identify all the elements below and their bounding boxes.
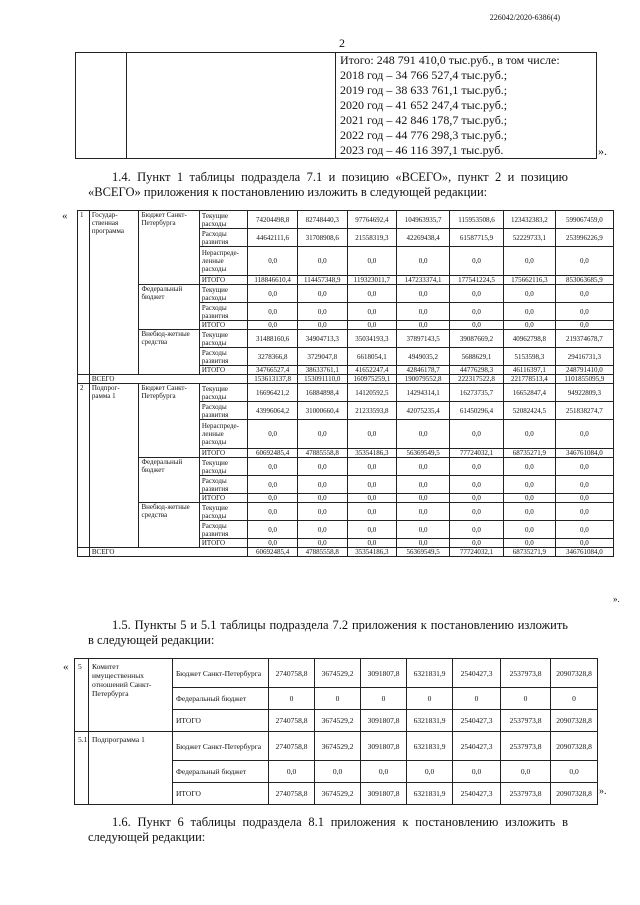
value-cell: 16696421,2 <box>248 384 298 402</box>
row-number: 1 <box>78 211 90 375</box>
value-cell: 2540427,3 <box>453 783 501 805</box>
expense-type: ИТОГО <box>199 449 248 458</box>
value-cell: 0,0 <box>248 521 298 539</box>
value-cell: 0,0 <box>397 303 450 321</box>
value-cell: 0,0 <box>555 321 613 330</box>
value-cell: 4949035,2 <box>397 348 450 366</box>
value-cell: 38633761,1 <box>297 366 347 375</box>
total-value: 1101855095,9 <box>555 375 613 384</box>
close-quote-table2: ». <box>599 786 607 797</box>
value-cell: 114457348,9 <box>297 276 347 285</box>
close-quote: ». <box>598 144 607 158</box>
value-cell: 0,0 <box>297 521 347 539</box>
value-cell: 20907328,8 <box>551 659 598 688</box>
value-cell: 0,0 <box>361 761 407 783</box>
value-cell: 0,0 <box>503 458 555 476</box>
total-value: 60692485,4 <box>248 548 298 557</box>
table-row <box>78 384 614 402</box>
value-cell: 14294314,1 <box>397 384 450 402</box>
value-cell: 0,0 <box>297 476 347 494</box>
value-cell: 77724032,1 <box>450 449 504 458</box>
value-cell: 0,0 <box>397 521 450 539</box>
value-cell: 0,0 <box>397 420 450 449</box>
top-box-line: 2019 год – 38 633 761,1 тыс.руб.; <box>340 83 508 97</box>
value-cell: 5688629,1 <box>450 348 504 366</box>
close-quote-table1: ». <box>613 594 620 604</box>
funding-source: ИТОГО <box>173 783 269 805</box>
total-row <box>78 548 614 557</box>
value-cell: 20907328,8 <box>551 732 598 761</box>
value-cell: 0,0 <box>315 761 361 783</box>
value-cell: 61587715,9 <box>450 229 504 247</box>
value-cell: 0,0 <box>248 539 298 548</box>
value-cell: 0,0 <box>450 247 504 276</box>
expense-type: Текущие расходы <box>199 384 248 402</box>
value-cell: 2537973,8 <box>501 732 551 761</box>
expense-type: Расходы развития <box>199 303 248 321</box>
value-cell: 0,0 <box>450 303 504 321</box>
value-cell: 0,0 <box>555 285 613 303</box>
value-cell: 40962798,8 <box>503 330 555 348</box>
value-cell: 3729047,8 <box>297 348 347 366</box>
value-cell: 0,0 <box>555 476 613 494</box>
expense-type: Расходы развития <box>199 521 248 539</box>
value-cell: 6321831,9 <box>407 732 453 761</box>
value-cell: 42269438,4 <box>397 229 450 247</box>
value-cell: 0,0 <box>297 285 347 303</box>
expense-type: Расходы развития <box>199 476 248 494</box>
value-cell: 2540427,3 <box>453 710 501 732</box>
value-cell: 0 <box>361 688 407 710</box>
value-cell: 0,0 <box>248 285 298 303</box>
value-cell: 31488160,6 <box>248 330 298 348</box>
funding-source: Федеральный бюджет <box>173 761 269 783</box>
value-cell: 52082424,5 <box>503 402 555 420</box>
value-cell: 16652847,4 <box>503 384 555 402</box>
value-cell: 2740758,8 <box>269 732 315 761</box>
value-cell: 147233374,1 <box>397 276 450 285</box>
value-cell: 47885558,8 <box>297 449 347 458</box>
total-value: 153091110,0 <box>297 375 347 384</box>
value-cell: 0,0 <box>397 247 450 276</box>
value-cell: 0,0 <box>297 539 347 548</box>
total-value: 35354186,3 <box>347 548 397 557</box>
value-cell: 16884898,4 <box>297 384 347 402</box>
value-cell: 0,0 <box>450 521 504 539</box>
value-cell: 0,0 <box>555 521 613 539</box>
value-cell: 175662116,3 <box>503 276 555 285</box>
value-cell: 0,0 <box>450 539 504 548</box>
funding-source: Федеральный бюджет <box>173 688 269 710</box>
top-box-line: 2020 год – 41 652 247,4 тыс.руб.; <box>340 98 508 112</box>
value-cell: 3278366,8 <box>248 348 298 366</box>
value-cell: 0,0 <box>347 285 397 303</box>
value-cell: 3674529,2 <box>315 659 361 688</box>
value-cell: 0,0 <box>397 285 450 303</box>
value-cell: 39087669,2 <box>450 330 504 348</box>
value-cell: 16273735,7 <box>450 384 504 402</box>
value-cell: 0,0 <box>503 321 555 330</box>
expense-type: ИТОГО <box>199 494 248 503</box>
total-value: 346761084,0 <box>555 548 613 557</box>
value-cell: 0,0 <box>248 458 298 476</box>
value-cell: 119323011,7 <box>347 276 397 285</box>
expense-type: Расходы развития <box>199 229 248 247</box>
value-cell: 251838274,7 <box>555 402 613 420</box>
value-cell: 42846178,7 <box>397 366 450 375</box>
value-cell: 0,0 <box>397 476 450 494</box>
value-cell: 0,0 <box>248 321 298 330</box>
value-cell: 0,0 <box>503 247 555 276</box>
total-value: 160975259,1 <box>347 375 397 384</box>
total-empty <box>78 548 90 557</box>
value-cell: 6618054,1 <box>347 348 397 366</box>
funding-source: Бюджет Санкт-Петербурга <box>139 211 199 285</box>
funding-source: Федеральный бюджет <box>139 458 199 503</box>
value-cell: 3674529,2 <box>315 783 361 805</box>
value-cell: 104963935,7 <box>397 211 450 229</box>
value-cell: 0,0 <box>501 761 551 783</box>
open-quote-2: « <box>63 661 69 673</box>
value-cell: 346761084,0 <box>555 449 613 458</box>
value-cell: 219374678,7 <box>555 330 613 348</box>
value-cell: 0,0 <box>347 458 397 476</box>
value-cell: 0,0 <box>450 285 504 303</box>
row-number: 2 <box>78 384 90 548</box>
expense-type: ИТОГО <box>199 366 248 375</box>
value-cell: 0,0 <box>450 503 504 521</box>
value-cell: 0,0 <box>297 321 347 330</box>
value-cell: 6321831,9 <box>407 710 453 732</box>
value-cell: 0,0 <box>397 494 450 503</box>
value-cell: 0,0 <box>555 503 613 521</box>
value-cell: 0,0 <box>503 503 555 521</box>
value-cell: 0,0 <box>503 303 555 321</box>
paragraph-1-5: 1.5. Пункты 5 и 5.1 таблицы подраздела 7.2 приложения к постановлению изложить в следующей редакции: <box>88 618 568 647</box>
value-cell: 0,0 <box>297 303 347 321</box>
value-cell: 2740758,8 <box>269 783 315 805</box>
value-cell: 41652247,4 <box>347 366 397 375</box>
value-cell: 3091807,8 <box>361 710 407 732</box>
value-cell: 3091807,8 <box>361 783 407 805</box>
value-cell: 3674529,2 <box>315 732 361 761</box>
funding-source: Внебюд-жетные средства <box>139 503 199 548</box>
value-cell: 14120592,5 <box>347 384 397 402</box>
value-cell: 0,0 <box>347 476 397 494</box>
total-value: 222317522,8 <box>450 375 504 384</box>
value-cell: 74204498,8 <box>248 211 298 229</box>
table-7-2 <box>74 658 598 805</box>
value-cell: 248791410,0 <box>555 366 613 375</box>
value-cell: 2740758,8 <box>269 710 315 732</box>
value-cell: 2537973,8 <box>501 659 551 688</box>
value-cell: 0,0 <box>503 494 555 503</box>
value-cell: 0 <box>501 688 551 710</box>
open-quote: « <box>62 210 68 222</box>
value-cell: 37897143,5 <box>397 330 450 348</box>
expense-type: Расходы развития <box>199 348 248 366</box>
value-cell: 34766527,4 <box>248 366 298 375</box>
value-cell: 44776298,3 <box>450 366 504 375</box>
value-cell: 0,0 <box>347 303 397 321</box>
expense-type: Текущие расходы <box>199 285 248 303</box>
program-name: Подпрограмма 1 <box>89 732 173 805</box>
value-cell: 118846610,4 <box>248 276 298 285</box>
total-label: ВСЕГО <box>89 375 248 384</box>
total-empty <box>78 375 90 384</box>
value-cell: 0,0 <box>555 247 613 276</box>
value-cell: 2540427,3 <box>453 659 501 688</box>
top-box-line: Итого: 248 791 410,0 тыс.руб., в том числе: <box>340 53 560 67</box>
value-cell: 82748440,3 <box>297 211 347 229</box>
value-cell: 0,0 <box>297 494 347 503</box>
value-cell: 5153598,3 <box>503 348 555 366</box>
value-cell: 20907328,8 <box>551 710 598 732</box>
value-cell: 0,0 <box>450 494 504 503</box>
value-cell: 0,0 <box>555 539 613 548</box>
value-cell: 0,0 <box>555 420 613 449</box>
table-row <box>78 458 614 476</box>
value-cell: 6321831,9 <box>407 783 453 805</box>
value-cell: 115953508,6 <box>450 211 504 229</box>
total-row <box>78 375 614 384</box>
table-row <box>75 659 598 688</box>
value-cell: 56369549,5 <box>397 449 450 458</box>
value-cell: 0,0 <box>397 321 450 330</box>
total-value: 221778513,4 <box>503 375 555 384</box>
funding-source: Бюджет Санкт-Петербурга <box>173 659 269 688</box>
table-row <box>75 732 598 761</box>
table-row <box>78 330 614 348</box>
value-cell: 0,0 <box>555 458 613 476</box>
value-cell: 2537973,8 <box>501 710 551 732</box>
expense-type: ИТОГО <box>199 539 248 548</box>
value-cell: 35354186,3 <box>347 449 397 458</box>
value-cell: 3091807,8 <box>361 732 407 761</box>
top-box-text <box>340 53 560 158</box>
value-cell: 0 <box>407 688 453 710</box>
value-cell: 0 <box>269 688 315 710</box>
value-cell: 0,0 <box>297 458 347 476</box>
value-cell: 123432383,2 <box>503 211 555 229</box>
program-name: Комитет имущественных отношений Санкт-Петербурга <box>89 659 173 732</box>
top-box-line: 2022 год – 44 776 298,3 тыс.руб.; <box>340 128 508 142</box>
value-cell: 0 <box>315 688 361 710</box>
value-cell: 20907328,8 <box>551 783 598 805</box>
value-cell: 35034193,3 <box>347 330 397 348</box>
value-cell: 0,0 <box>453 761 501 783</box>
value-cell: 0,0 <box>397 503 450 521</box>
value-cell: 0,0 <box>397 539 450 548</box>
value-cell: 0,0 <box>269 761 315 783</box>
page-number: 2 <box>339 36 345 50</box>
table-row <box>78 211 614 229</box>
value-cell: 31708908,6 <box>297 229 347 247</box>
program-name: Государ-ственная программа <box>89 211 139 375</box>
funding-source: Бюджет Санкт-Петербурга <box>139 384 199 458</box>
value-cell: 29416731,3 <box>555 348 613 366</box>
value-cell: 0,0 <box>347 420 397 449</box>
value-cell: 21233593,8 <box>347 402 397 420</box>
value-cell: 61450296,4 <box>450 402 504 420</box>
total-value: 68735271,9 <box>503 548 555 557</box>
total-value: 190079552,8 <box>397 375 450 384</box>
value-cell: 599067459,0 <box>555 211 613 229</box>
expense-type: ИТОГО <box>199 321 248 330</box>
value-cell: 42075235,4 <box>397 402 450 420</box>
value-cell: 0,0 <box>551 761 598 783</box>
value-cell: 0,0 <box>450 420 504 449</box>
value-cell: 0,0 <box>347 503 397 521</box>
total-value: 153613137,8 <box>248 375 298 384</box>
document-number: 226042/2020-6386(4) <box>489 13 560 22</box>
total-label: ВСЕГО <box>89 548 248 557</box>
expense-type: Нераспреде-ленные расходы <box>199 247 248 276</box>
value-cell: 0 <box>453 688 501 710</box>
top-box-line: 2018 год – 34 766 527,4 тыс.руб.; <box>340 68 508 82</box>
value-cell: 2537973,8 <box>501 783 551 805</box>
expense-type: Нераспреде-ленные расходы <box>199 420 248 449</box>
value-cell: 34904713,3 <box>297 330 347 348</box>
expense-type: ИТОГО <box>199 276 248 285</box>
value-cell: 60692485,4 <box>248 449 298 458</box>
value-cell: 0,0 <box>347 247 397 276</box>
value-cell: 2740758,8 <box>269 659 315 688</box>
expense-type: Текущие расходы <box>199 330 248 348</box>
value-cell: 0,0 <box>450 321 504 330</box>
value-cell: 0,0 <box>248 476 298 494</box>
total-value: 56369549,5 <box>397 548 450 557</box>
table-7-1 <box>77 210 614 557</box>
value-cell: 0,0 <box>297 247 347 276</box>
value-cell: 0,0 <box>248 247 298 276</box>
row-number: 5.1 <box>75 732 89 805</box>
funding-source: Внебюд-жетные средства <box>139 330 199 375</box>
value-cell: 43996064,2 <box>248 402 298 420</box>
value-cell: 0,0 <box>297 420 347 449</box>
value-cell: 0,0 <box>347 321 397 330</box>
value-cell: 0,0 <box>450 476 504 494</box>
value-cell: 853063685,9 <box>555 276 613 285</box>
value-cell: 0,0 <box>347 539 397 548</box>
value-cell: 0,0 <box>555 303 613 321</box>
value-cell: 0,0 <box>503 521 555 539</box>
value-cell: 0,0 <box>407 761 453 783</box>
value-cell: 44642111,6 <box>248 229 298 247</box>
value-cell: 97764692,4 <box>347 211 397 229</box>
value-cell: 3674529,2 <box>315 710 361 732</box>
value-cell: 94922809,3 <box>555 384 613 402</box>
value-cell: 68735271,9 <box>503 449 555 458</box>
funding-source: Бюджет Санкт-Петербурга <box>173 732 269 761</box>
value-cell: 31000660,4 <box>297 402 347 420</box>
total-value: 47885558,8 <box>297 548 347 557</box>
value-cell: 0,0 <box>397 458 450 476</box>
value-cell: 3091807,8 <box>361 659 407 688</box>
value-cell: 0,0 <box>248 503 298 521</box>
value-cell: 52229733,1 <box>503 229 555 247</box>
total-value: 77724032,1 <box>450 548 504 557</box>
row-number: 5 <box>75 659 89 732</box>
paragraph-1-4: 1.4. Пункт 1 таблицы подраздела 7.1 и позицию «ВСЕГО», пункт 2 и позицию «ВСЕГО» приложения к постановлению изложить в следующей редакции: <box>88 170 568 199</box>
table-row <box>78 503 614 521</box>
value-cell: 0,0 <box>347 521 397 539</box>
table-row <box>78 285 614 303</box>
funding-source: Федеральный бюджет <box>139 285 199 330</box>
value-cell: 253996226,9 <box>555 229 613 247</box>
value-cell: 2540427,3 <box>453 732 501 761</box>
expense-type: Расходы развития <box>199 402 248 420</box>
value-cell: 46116397,1 <box>503 366 555 375</box>
paragraph-1-6: 1.6. Пункт 6 таблицы подраздела 8.1 приложения к постановлению изложить в следующей редакции: <box>88 815 568 844</box>
value-cell: 21558319,3 <box>347 229 397 247</box>
expense-type: Текущие расходы <box>199 503 248 521</box>
value-cell: 6321831,9 <box>407 659 453 688</box>
top-box-line: 2021 год – 42 846 178,7 тыс.руб.; <box>340 113 508 127</box>
expense-type: Текущие расходы <box>199 458 248 476</box>
value-cell: 0,0 <box>555 494 613 503</box>
value-cell: 0,0 <box>347 494 397 503</box>
value-cell: 177541224,5 <box>450 276 504 285</box>
expense-type: Текущие расходы <box>199 211 248 229</box>
value-cell: 0 <box>551 688 598 710</box>
value-cell: 0,0 <box>248 303 298 321</box>
value-cell: 0,0 <box>503 539 555 548</box>
program-name: Подпрог-рамма 1 <box>89 384 139 548</box>
value-cell: 0,0 <box>503 476 555 494</box>
funding-source: ИТОГО <box>173 710 269 732</box>
value-cell: 0,0 <box>503 420 555 449</box>
value-cell: 0,0 <box>248 420 298 449</box>
value-cell: 0,0 <box>450 458 504 476</box>
value-cell: 0,0 <box>297 503 347 521</box>
value-cell: 0,0 <box>248 494 298 503</box>
top-box-line: 2023 год – 46 116 397,1 тыс.руб. <box>340 143 504 157</box>
value-cell: 0,0 <box>503 285 555 303</box>
